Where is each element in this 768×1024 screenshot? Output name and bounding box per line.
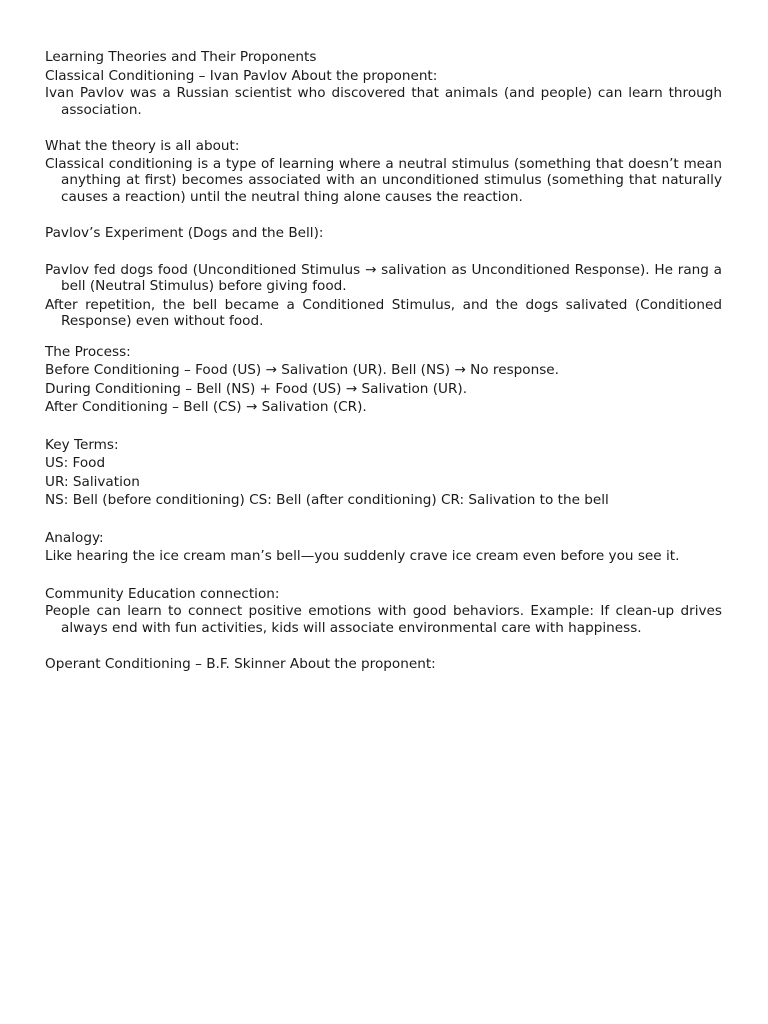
classical-heading: Classical Conditioning – Ivan Pavlov About the proponent: — [45, 67, 438, 84]
process-step: During Conditioning – Bell (NS) + Food (US) → Salivation (UR). — [45, 380, 468, 397]
operant-heading: Operant Conditioning – B.F. Skinner About the proponent: — [45, 656, 436, 672]
theory-text: Classical conditioning is a type of learning where a neutral stimulus (something that doesn’t mean anything at first) becomes associated with an unconditioned stimulus (something that naturally causes a reaction) until the neutral thing alone causes the reaction. — [45, 155, 722, 205]
experiment-paragraph-2: After repetition, the bell became a Conditioned Stimulus, and the dogs salivated (Conditioned Response) even without food. — [45, 296, 722, 329]
process-heading: The Process: — [45, 343, 131, 360]
spacer — [45, 417, 722, 436]
key-term: NS: Bell (before conditioning) CS: Bell (after conditioning) CR: Salivation to the bell — [45, 492, 609, 508]
theory-heading: What the theory is all about: — [45, 138, 240, 154]
key-term: US: Food — [45, 455, 106, 471]
experiment-heading: Pavlov’s Experiment (Dogs and the Bell): — [45, 225, 324, 241]
process-step: Before Conditioning – Food (US) → Salivation (UR). Bell (NS) → No response. — [45, 362, 559, 378]
key-term: UR: Salivation — [45, 473, 140, 490]
spacer — [45, 510, 722, 529]
classical-about: Ivan Pavlov was a Russian scientist who discovered that animals (and people) can learn through association. — [45, 85, 722, 118]
key-terms-heading: Key Terms: — [45, 436, 119, 453]
spacer — [45, 205, 722, 224]
spacer — [45, 243, 722, 262]
spacer — [45, 330, 722, 343]
document-title: Learning Theories and Their Proponents — [45, 49, 317, 65]
analogy-heading: Analogy: — [45, 529, 104, 546]
spacer — [45, 118, 722, 137]
analogy-text: Like hearing the ice cream man’s bell—you suddenly crave ice cream even before you see it. — [45, 548, 680, 564]
community-heading: Community Education connection: — [45, 585, 280, 602]
spacer — [45, 636, 722, 655]
document-page — [45, 48, 722, 674]
spacer — [45, 566, 722, 585]
process-step: After Conditioning – Bell (CS) → Salivation (CR). — [45, 399, 367, 415]
community-text: People can learn to connect positive emotions with good behaviors. Example: If clean-up drives always end with fun activities, kids will associate environmental care with happiness. — [45, 603, 722, 636]
experiment-paragraph-1: Pavlov fed dogs food (Unconditioned Stimulus → salivation as Unconditioned Response). He rang a bell (Neutral Stimulus) before giving food. — [45, 261, 722, 294]
